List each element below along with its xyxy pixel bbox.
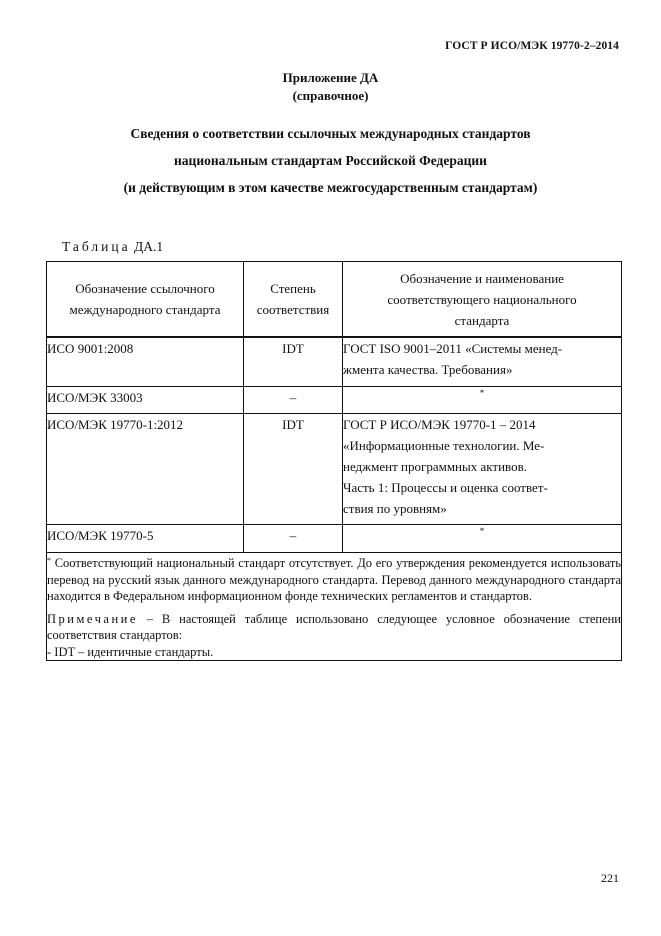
cell-text-line: неджмент программных активов.: [343, 459, 527, 474]
cell-degree: –: [244, 387, 343, 414]
cell-reference-code: ИСО/МЭК 19770-1:2012: [47, 414, 244, 525]
cell-text-line: жмента качества. Требования»: [343, 362, 513, 377]
table-header-row: [47, 262, 622, 338]
table-caption-number: ДА.1: [134, 239, 164, 254]
cell-reference-code: ИСО 9001:2008: [47, 337, 244, 387]
cell-text-line: Часть 1: Процессы и оценка соответ-: [343, 480, 548, 495]
cell-text-line: ГОСТ Р ИСО/МЭК 19770-1 – 2014: [343, 417, 536, 432]
cell-text-line: ГОСТ ISO 9001–2011 «Системы менед-: [343, 341, 563, 356]
cell-degree: IDT: [244, 337, 343, 387]
note-text: – В настоящей таблице использовано следующее условное обозначение степени соответствия стандартов:: [47, 611, 621, 642]
cell-national-standard: [343, 337, 622, 387]
table-row: [47, 337, 622, 387]
cell-national-standard: [343, 414, 622, 525]
header-national-standard: [343, 262, 622, 338]
annex-heading-line-2: национальным стандартам Российской Федерации: [174, 153, 487, 168]
header-text-line: соответствия: [256, 302, 330, 317]
table-row: [47, 414, 622, 525]
table-caption: [62, 239, 163, 255]
table-row: [47, 525, 622, 553]
cell-reference-code: ИСО/МЭК 33003: [47, 387, 244, 414]
correspondence-table: [46, 261, 622, 661]
annex-title: Приложение ДА: [282, 70, 379, 85]
cell-national-standard-footnote-marker: *: [343, 387, 622, 414]
table-note: [47, 611, 621, 644]
cell-degree: IDT: [244, 414, 343, 525]
cell-reference-code: ИСО/МЭК 19770-5: [47, 525, 244, 553]
annex-heading-line-3: (и действующим в этом качестве межгосударственным стандартам): [123, 180, 538, 195]
header-text-line: стандарта: [454, 312, 510, 328]
table-row: [47, 387, 622, 414]
header-text-line: Степень: [270, 281, 316, 296]
header-text-line: международного стандарта: [69, 302, 221, 317]
header-degree: [244, 262, 343, 338]
annex-subtitle: (справочное): [292, 88, 369, 103]
note-item: - IDT – идентичные стандарты.: [47, 644, 214, 659]
footnote-text-block: [47, 553, 621, 605]
header-reference-standard: [47, 262, 244, 338]
header-text-line: соответствующего национального: [387, 291, 577, 307]
footnote-marker: *: [47, 556, 51, 565]
document-standard-code: ГОСТ Р ИСО/МЭК 19770-2–2014: [445, 40, 619, 52]
table-footnote-row: [47, 553, 622, 661]
table-footnote: [47, 553, 622, 661]
annex-heading-line-1: Сведения о соответствии ссылочных международных стандартов: [130, 126, 531, 141]
header-text-line: Обозначение и наименование: [400, 270, 564, 286]
cell-text-line: ствия по уровням»: [343, 501, 447, 516]
cell-national-standard-footnote-marker: *: [343, 525, 622, 553]
header-text-line: Обозначение ссылочного: [75, 281, 215, 296]
cell-text-line: «Информационные технологии. Ме-: [343, 438, 545, 453]
footnote-text: Соответствующий национальный стандарт отсутствует. До его утверждения рекомендуется использовать перевод на русский язык данного международного стандарта. Перевод данного международного стандарта находится в Федеральном информационном фонде технических регламентов и стандартов.: [47, 556, 622, 603]
page-number: 221: [601, 871, 619, 885]
note-label: Примечание: [47, 611, 138, 626]
table-caption-label: Таблица: [62, 239, 131, 254]
cell-degree: –: [244, 525, 343, 553]
